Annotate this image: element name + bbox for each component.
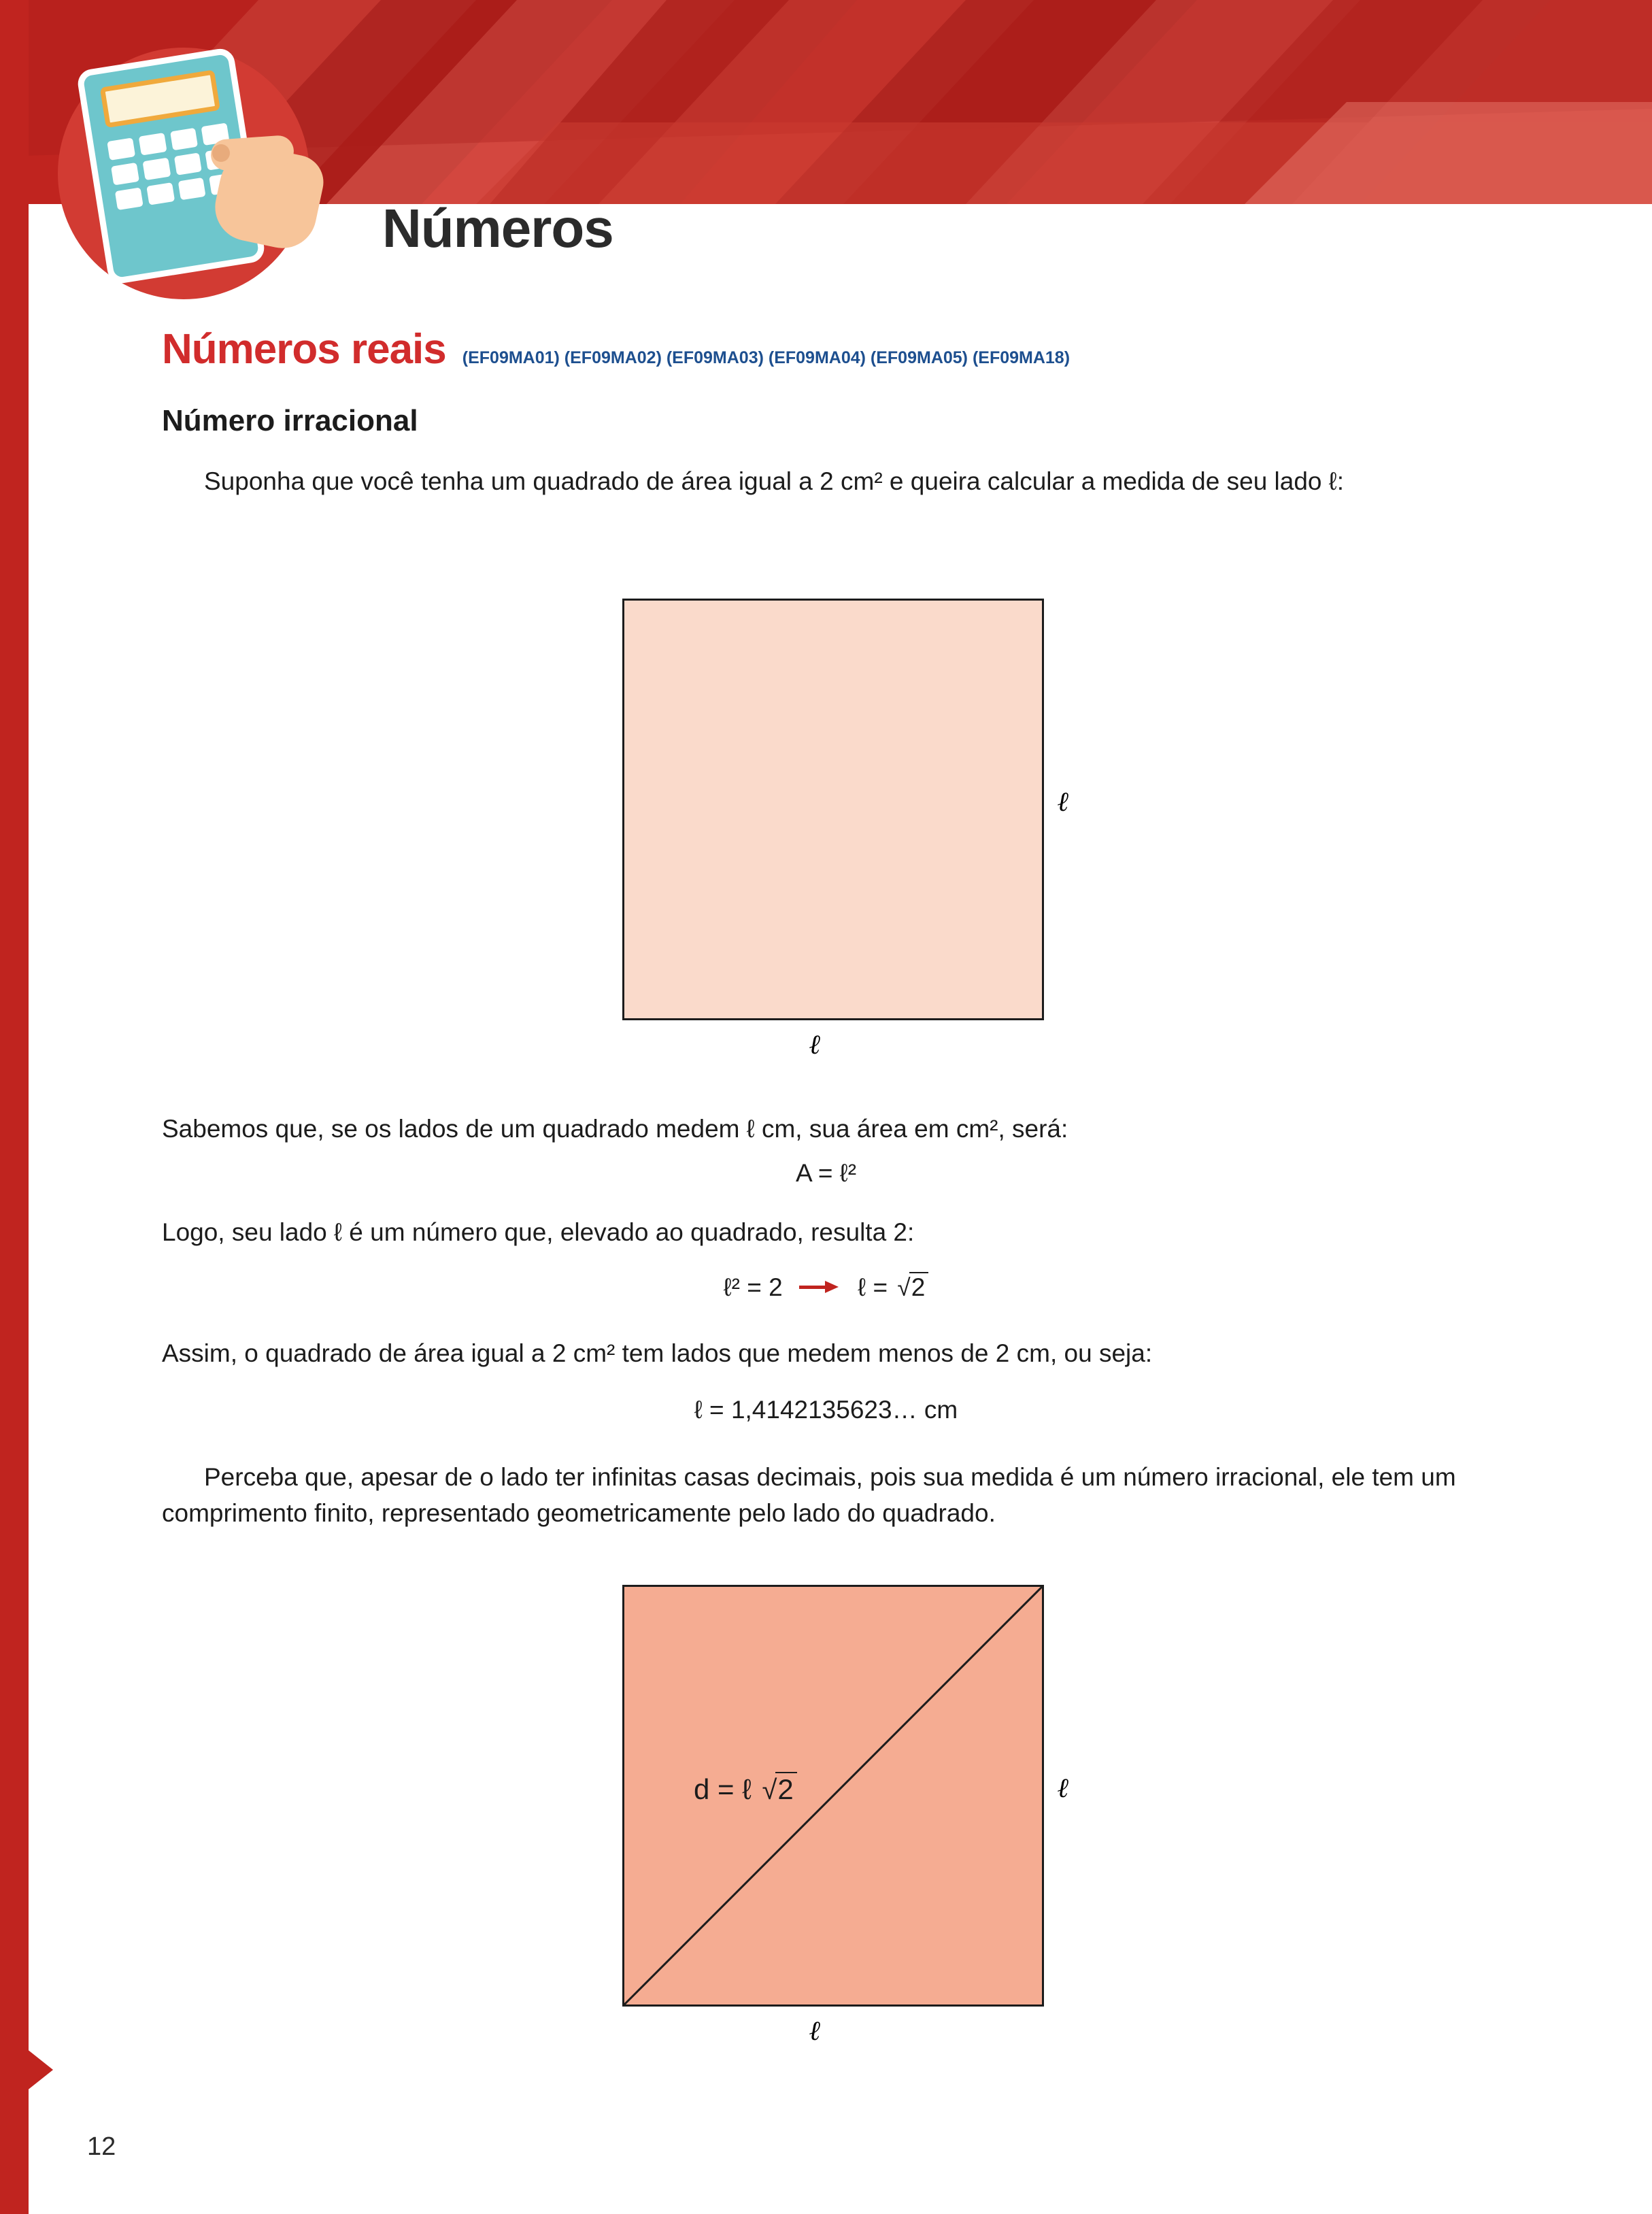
diagonal-prefix: d = ℓ [694, 1773, 752, 1805]
paragraph-5: Perceba que, apesar de o lado ter infinitas casas decimais, pois sua medida é um número irracional, ele tem um comprimento finito, representado geometricamente pelo lado do quadrado. [162, 1463, 1456, 1527]
paragraph-2: Sabemos que, se os lados de um quadrado medem ℓ cm, sua área em cm², será: [162, 1115, 1068, 1143]
paragraph-4: Assim, o quadrado de área igual a 2 cm² tem lados que medem menos de 2 cm, ou seja: [162, 1339, 1153, 1367]
calculator-key [178, 178, 206, 201]
right-arrow-icon [799, 1281, 841, 1293]
section-title: Números reais [162, 326, 446, 373]
figure2-label-right: ℓ [1058, 1772, 1070, 1804]
formula-eq-right-prefix: ℓ = [858, 1273, 895, 1301]
hand-icon [211, 122, 326, 258]
figure2-label-bottom: ℓ [809, 2015, 822, 2047]
calculator-key [146, 182, 175, 205]
hand-nail [212, 144, 230, 162]
formula-equation-line [0, 1272, 1652, 1302]
figure1-label-bottom: ℓ [809, 1028, 822, 1060]
formula-eq-left: ℓ² = 2 [723, 1273, 783, 1301]
bottom-left-arrow-decoration [0, 2028, 53, 2112]
calculator-key [170, 128, 199, 151]
figure1-label-right: ℓ [1058, 786, 1070, 818]
diagonal-label [694, 1772, 797, 1806]
calculator-key [138, 133, 167, 156]
calculator-key [107, 137, 135, 161]
formula-value: ℓ = 1,4142135623… cm [694, 1396, 958, 1424]
paragraph-3: Logo, seu lado ℓ é um número que, elevado ao quadrado, resulta 2: [162, 1218, 915, 1246]
diagonal-radical-symbol: √2 [759, 1772, 796, 1806]
radical-symbol: √2 [894, 1272, 928, 1302]
diagonal-radicand: 2 [775, 1772, 796, 1806]
paragraph-1: Suponha que você tenha um quadrado de área igual a 2 cm² e queira calcular a medida de seu lado ℓ: [204, 467, 1345, 495]
subsection-title: Número irracional [162, 404, 418, 437]
page-title: Números [382, 198, 613, 258]
figure-square-plain [622, 599, 1044, 1020]
calculator-illustration [41, 20, 326, 292]
left-edge-strip [0, 0, 29, 2214]
radicand: 2 [909, 1272, 929, 1302]
section-header [162, 325, 1070, 373]
calculator-key [142, 158, 171, 181]
bncc-codes: (EF09MA01) (EF09MA02) (EF09MA03) (EF09MA04) (EF09MA05) (EF09MA18) [462, 348, 1071, 367]
diagonal-line [622, 1585, 1044, 2007]
page-number: 12 [87, 2132, 116, 2161]
calculator-key [173, 152, 202, 175]
formula-area: A = ℓ² [795, 1159, 857, 1187]
calculator-key [111, 163, 139, 186]
calculator-screen [100, 69, 220, 128]
calculator-key [115, 187, 144, 210]
